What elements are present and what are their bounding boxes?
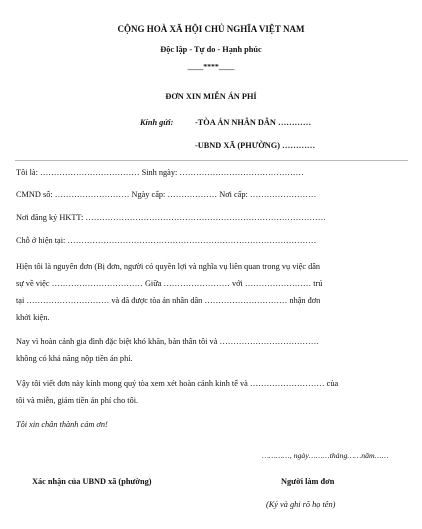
paragraph-2-line-2: không có khả năng nộp tiền án phí. <box>16 354 133 363</box>
recipient-court: -TÒA ÁN NHÂN DÂN ………… <box>195 118 312 127</box>
paragraph-1-line-4: khởi kiện. <box>16 313 50 322</box>
paragraph-2-line-1: Nay vì hoàn cảnh gia đình đặc biệt khó khăn, bản thân tôi và ……………………………… <box>16 337 320 346</box>
paragraph-1-line-1: Hiện tôi là nguyên đơn (Bị đơn, người có quyền lợi và nghĩa vụ liên quan trong vụ việc dân <box>16 262 321 271</box>
paragraph-1-line-2: sự về việc …………………………… Giữa …………………… với …………………… trú <box>16 279 323 288</box>
form-title: ĐƠN XIN MIỄN ÁN PHÍ <box>165 92 257 101</box>
ornament: ____****____ <box>187 62 235 71</box>
national-title: CỘNG HOÀ XÃ HỘI CHỦ NGHĨA VIỆT NAM <box>117 24 305 34</box>
addressee-label: Kính gửi: <box>140 118 174 127</box>
thanks-line: Tôi xin chân thành cảm ơn! <box>16 420 108 429</box>
field-name-line: Tôi là: ……………………………… Sinh ngày: ……………………………………… <box>16 168 304 177</box>
field-current-address-line: Chỗ ở hiện tại: ……………………………………………………………………………… <box>16 236 317 245</box>
field-hktt-line: Nơi đăng ký HKTT: …………………………………………………………………………… <box>16 213 327 222</box>
paragraph-1-line-3: tại ………………………… và đã được tòa án nhân dân ………………………… nhận đơn <box>16 296 321 305</box>
separator-line <box>15 160 408 161</box>
motto: Độc lập - Tự do - Hạnh phúc <box>160 45 262 54</box>
field-id-line: CMND số: ……………………… Ngày cấp: ……………… Nơi cấp: …………………… <box>16 190 317 199</box>
paragraph-3-line-2: tôi và miễn, giảm tiền án phí cho tôi. <box>16 396 139 405</box>
right-signature-note: (Ký và ghi rõ họ tên) <box>266 500 336 509</box>
date-line: …………, ngày………tháng……năm…… <box>262 451 389 460</box>
recipient-commune: -UBND XÃ (PHƯỜNG) ………… <box>195 141 316 150</box>
paragraph-3-line-1: Vậy tôi viết đơn này kính mong quý tòa xem xét hoàn cảnh kinh tế và ……………………… của <box>16 379 339 388</box>
right-signature-label: Người làm đơn <box>281 477 335 486</box>
left-signature-label: Xác nhận của UBND xã (phường) <box>32 477 152 486</box>
